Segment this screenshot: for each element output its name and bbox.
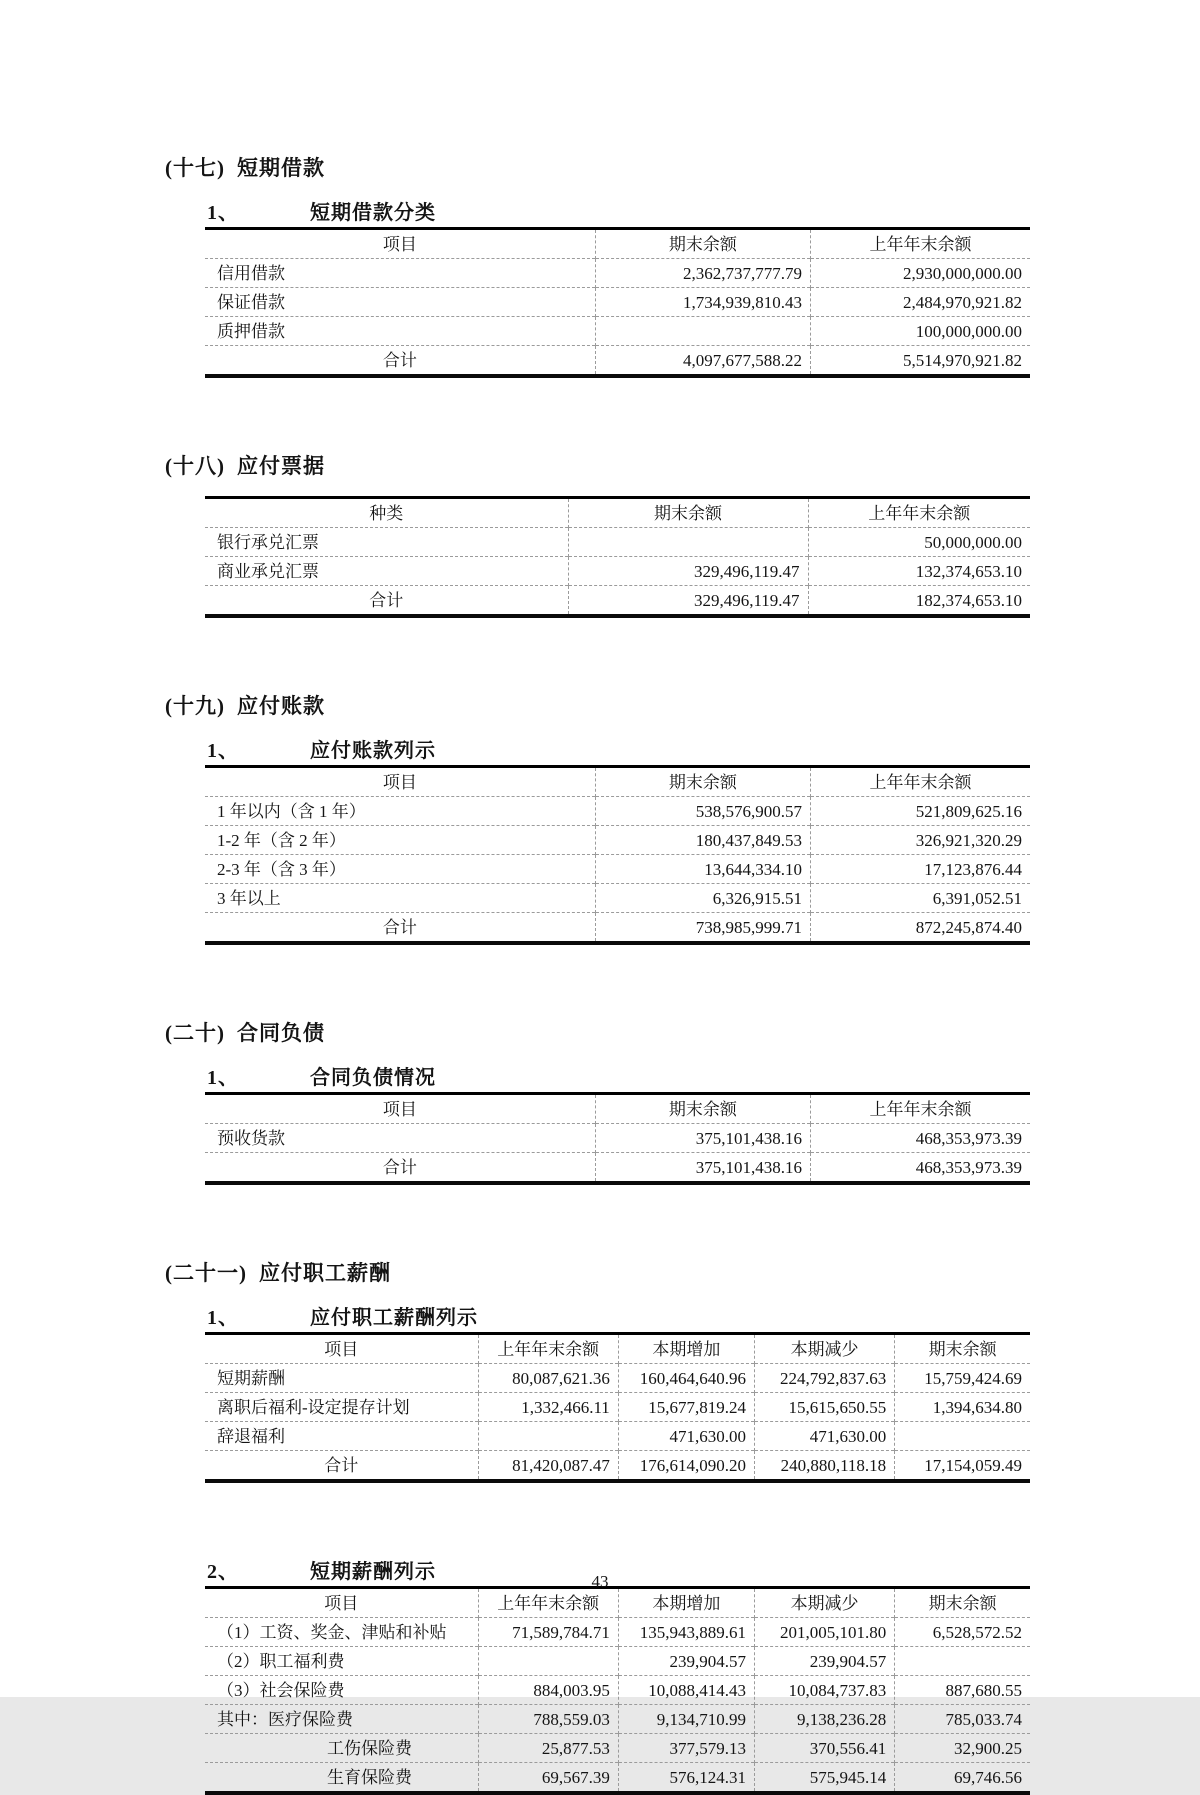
cell-value: 10,088,414.43 [618, 1676, 754, 1705]
row-label: 1 年以内（含 1 年） [205, 797, 595, 826]
section-title: 应付账款 [237, 694, 325, 718]
cell-value: 1,734,939,810.43 [595, 288, 810, 317]
cell-value: 6,326,915.51 [595, 884, 810, 913]
section-title: 短期借款 [237, 156, 325, 180]
cell-value: 375,101,438.16 [595, 1124, 810, 1153]
section-accounts-payable [165, 690, 1045, 945]
column-header: 期末余额 [595, 229, 810, 259]
subsection-heading [207, 196, 1045, 227]
cell-value: 71,589,784.71 [478, 1618, 618, 1647]
subsection-number: 1、 [207, 740, 239, 762]
cell-value: 575,945.14 [754, 1763, 894, 1794]
cell-value: 160,464,640.96 [618, 1364, 754, 1393]
subsection [165, 196, 1045, 378]
subsection-title: 短期借款分类 [310, 202, 436, 224]
section-heading [165, 152, 1045, 182]
cell-value: 738,985,999.71 [595, 913, 810, 944]
cell-value [895, 1647, 1030, 1676]
row-label: 离职后福利-设定提存计划 [205, 1393, 478, 1422]
table-row [205, 1676, 1030, 1705]
document-body [165, 152, 1045, 1795]
data-table-grid [205, 1332, 1030, 1483]
section-number: (十七) [165, 156, 225, 180]
employee-compensation-table [205, 1332, 1045, 1483]
cell-value [895, 1422, 1030, 1451]
cell-value: 468,353,973.39 [811, 1124, 1030, 1153]
cell-value: 69,746.56 [895, 1763, 1030, 1794]
cell-value: 239,904.57 [754, 1647, 894, 1676]
cell-value: 2,484,970,921.82 [811, 288, 1030, 317]
row-label: 银行承兑汇票 [205, 528, 568, 557]
column-header: 上年年末余额 [478, 1588, 618, 1618]
row-label: 合计 [205, 586, 568, 617]
cell-value: 375,101,438.16 [595, 1153, 810, 1184]
section-employee-compensation [165, 1257, 1045, 1795]
table-row [205, 259, 1030, 288]
column-header: 期末余额 [928, 1339, 997, 1359]
total-row [205, 913, 1030, 944]
cell-value: 2,362,737,777.79 [595, 259, 810, 288]
row-label: 合计 [205, 1153, 595, 1184]
row-label: 3 年以上 [205, 884, 595, 913]
cell-value [595, 317, 810, 346]
cell-value: 6,391,052.51 [811, 884, 1030, 913]
cell-value: 224,792,837.63 [754, 1364, 894, 1393]
table-row [205, 1647, 1030, 1676]
table-row [205, 826, 1030, 855]
column-header: 本期减少 [754, 1588, 894, 1618]
subsection-title: 短期薪酬列示 [310, 1561, 436, 1583]
row-label: 辞退福利 [205, 1422, 478, 1451]
total-row [205, 586, 1030, 617]
cell-value: 239,904.57 [618, 1647, 754, 1676]
cell-value: 135,943,889.61 [618, 1618, 754, 1647]
row-label: 生育保险费 [205, 1763, 478, 1794]
row-label: 短期薪酬 [205, 1364, 478, 1393]
table-row [205, 1124, 1030, 1153]
cell-value: 538,576,900.57 [595, 797, 810, 826]
cell-value: 329,496,119.47 [568, 586, 808, 617]
table-row [205, 1422, 1030, 1451]
subsection-number: 1、 [207, 1307, 239, 1329]
cell-value: 81,420,087.47 [478, 1451, 618, 1482]
table-row [205, 1763, 1030, 1794]
cell-value: 240,880,118.18 [754, 1451, 894, 1482]
cell-value: 182,374,653.10 [808, 586, 1030, 617]
header-row [205, 498, 1030, 528]
header-row [205, 1588, 1030, 1618]
cell-value: 6,528,572.52 [895, 1618, 1030, 1647]
cell-value: 471,630.00 [754, 1422, 894, 1451]
cell-value: 2,930,000,000.00 [811, 259, 1030, 288]
subsection [165, 1301, 1045, 1483]
cell-value: 15,677,819.24 [618, 1393, 754, 1422]
cell-value: 326,921,320.29 [811, 826, 1030, 855]
table-row [205, 797, 1030, 826]
subsection [165, 734, 1045, 945]
cell-value: 872,245,874.40 [811, 913, 1030, 944]
row-label: （1）工资、奖金、津贴和补贴 [205, 1618, 478, 1647]
row-label: 2-3 年（含 3 年） [205, 855, 595, 884]
column-header: 期末余额 [568, 498, 808, 528]
cell-value [568, 528, 808, 557]
column-header: 本期增加 [618, 1588, 754, 1618]
cell-value: 1,394,634.80 [895, 1393, 1030, 1422]
table-row [205, 528, 1030, 557]
table-row [205, 855, 1030, 884]
section-title: 应付职工薪酬 [259, 1261, 391, 1285]
total-row [205, 1153, 1030, 1184]
subsection-number: 2、 [207, 1561, 239, 1583]
row-label: 商业承兑汇票 [205, 557, 568, 586]
table-row [205, 884, 1030, 913]
row-label: 信用借款 [205, 259, 595, 288]
subsection-number: 1、 [207, 202, 239, 224]
cell-value: 100,000,000.00 [811, 317, 1030, 346]
section-heading [165, 1017, 1045, 1047]
section-title: 合同负债 [237, 1021, 325, 1045]
cell-value: 521,809,625.16 [811, 797, 1030, 826]
cell-value: 9,134,710.99 [618, 1705, 754, 1734]
section-short-term-borrowings [165, 152, 1045, 378]
section-contract-liabilities [165, 1017, 1045, 1185]
contract-liabilities-table [205, 1092, 1045, 1185]
subsection-heading [207, 734, 1045, 765]
page-number: 43 [591, 1572, 609, 1591]
cell-value: 180,437,849.53 [595, 826, 810, 855]
subsection-number: 1、 [207, 1067, 239, 1089]
cell-value: 80,087,621.36 [478, 1364, 618, 1393]
cell-value: 25,877.53 [478, 1734, 618, 1763]
cell-value: 176,614,090.20 [618, 1451, 754, 1482]
column-header: 上年年末余额 [478, 1334, 618, 1364]
data-table-grid [205, 1092, 1030, 1185]
cell-value [478, 1647, 618, 1676]
section-title: 应付票据 [237, 454, 325, 478]
row-label: 合计 [205, 1451, 478, 1482]
column-header: 项目 [205, 229, 595, 259]
row-label: 保证借款 [205, 288, 595, 317]
subsection [165, 1061, 1045, 1185]
notes-payable-table [205, 496, 1045, 618]
column-header: 项目 [205, 1094, 595, 1124]
cell-value: 576,124.31 [618, 1763, 754, 1794]
data-table-grid [205, 496, 1030, 618]
row-label: 合计 [205, 913, 595, 944]
cell-value: 468,353,973.39 [811, 1153, 1030, 1184]
cell-value: 887,680.55 [895, 1676, 1030, 1705]
cell-value [478, 1422, 618, 1451]
column-header: 本期增加 [618, 1334, 754, 1364]
row-label: 1-2 年（含 2 年） [205, 826, 595, 855]
cell-value: 377,579.13 [618, 1734, 754, 1763]
total-row [205, 346, 1030, 377]
section-number: (十九) [165, 694, 225, 718]
cell-value: 10,084,737.83 [754, 1676, 894, 1705]
section-number: (二十) [165, 1021, 225, 1045]
cell-value: 9,138,236.28 [754, 1705, 894, 1734]
table-row [205, 1618, 1030, 1647]
table-row [205, 1705, 1030, 1734]
column-header: 上年年末余额 [869, 1099, 972, 1119]
subsection-title: 应付职工薪酬列示 [310, 1307, 478, 1329]
header-row [205, 1334, 1030, 1364]
cell-value: 788,559.03 [478, 1705, 618, 1734]
row-label: 质押借款 [205, 317, 595, 346]
subsection-title: 合同负债情况 [310, 1067, 436, 1089]
data-table-grid [205, 1586, 1030, 1795]
column-header: 项目 [205, 767, 595, 797]
short-term-compensation-table [205, 1586, 1045, 1795]
cell-value: 15,615,650.55 [754, 1393, 894, 1422]
column-header: 期末余额 [928, 1593, 997, 1613]
cell-value: 32,900.25 [895, 1734, 1030, 1763]
column-header: 本期减少 [754, 1334, 894, 1364]
cell-value: 50,000,000.00 [808, 528, 1030, 557]
column-header: 期末余额 [595, 767, 810, 797]
row-label: 合计 [205, 346, 595, 377]
row-label: （3）社会保险费 [205, 1676, 478, 1705]
table-row [205, 1734, 1030, 1763]
accounts-payable-table [205, 765, 1045, 945]
subsection-heading [207, 1301, 1045, 1332]
header-row [205, 1094, 1030, 1124]
section-heading [165, 450, 1045, 480]
cell-value: 370,556.41 [754, 1734, 894, 1763]
cell-value: 15,759,424.69 [895, 1364, 1030, 1393]
column-header: 上年年末余额 [868, 503, 971, 523]
section-heading [165, 690, 1045, 720]
total-row [205, 1451, 1030, 1482]
cell-value: 13,644,334.10 [595, 855, 810, 884]
table-row [205, 557, 1030, 586]
column-header: 上年年末余额 [869, 234, 972, 254]
header-row [205, 229, 1030, 259]
cell-value: 329,496,119.47 [568, 557, 808, 586]
cell-value: 1,332,466.11 [478, 1393, 618, 1422]
table-row [205, 317, 1030, 346]
section-number: (二十一) [165, 1261, 247, 1285]
table-row [205, 1393, 1030, 1422]
subsection-heading [207, 1061, 1045, 1092]
table-row [205, 1364, 1030, 1393]
row-label: 预收货款 [205, 1124, 595, 1153]
section-notes-payable [165, 450, 1045, 618]
cell-value: 5,514,970,921.82 [811, 346, 1030, 377]
column-header: 种类 [205, 498, 568, 528]
data-table-grid [205, 227, 1030, 378]
column-header: 期末余额 [595, 1094, 810, 1124]
cell-value: 884,003.95 [478, 1676, 618, 1705]
column-header: 项目 [205, 1588, 478, 1618]
cell-value: 4,097,677,588.22 [595, 346, 810, 377]
cell-value: 785,033.74 [895, 1705, 1030, 1734]
table-row [205, 288, 1030, 317]
cell-value: 69,567.39 [478, 1763, 618, 1794]
header-row [205, 767, 1030, 797]
cell-value: 471,630.00 [618, 1422, 754, 1451]
subsection-title: 应付账款列示 [310, 740, 436, 762]
row-label: 其中：医疗保险费 [205, 1705, 478, 1734]
row-label: 工伤保险费 [205, 1734, 478, 1763]
cell-value: 17,123,876.44 [811, 855, 1030, 884]
column-header: 项目 [205, 1334, 478, 1364]
cell-value: 201,005,101.80 [754, 1618, 894, 1647]
section-number: (十八) [165, 454, 225, 478]
column-header: 上年年末余额 [869, 772, 972, 792]
short-term-borrowings-table [205, 227, 1045, 378]
cell-value: 132,374,653.10 [808, 557, 1030, 586]
section-heading [165, 1257, 1045, 1287]
row-label: （2）职工福利费 [205, 1647, 478, 1676]
cell-value: 17,154,059.49 [895, 1451, 1030, 1482]
data-table-grid [205, 765, 1030, 945]
